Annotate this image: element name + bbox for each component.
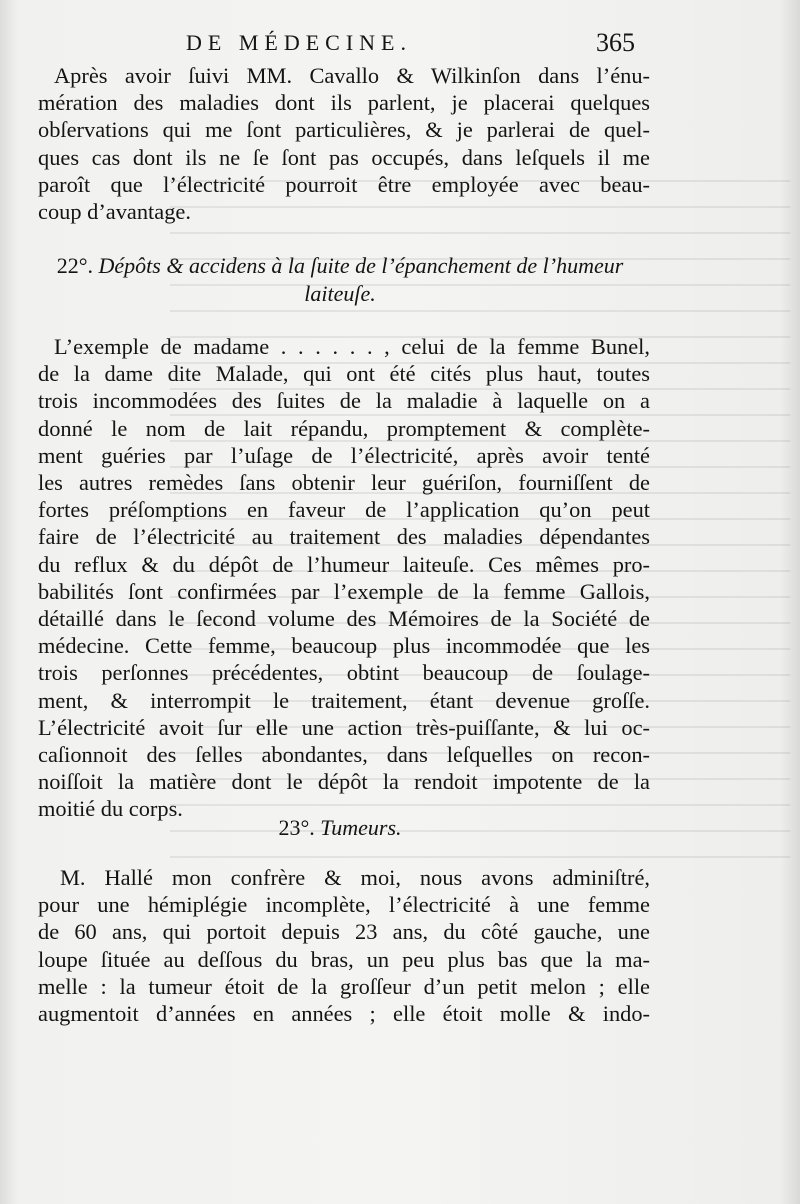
text-line: détaillé dans le ſecond volume des Mémoires de la Société de — [38, 606, 650, 632]
text-line: M. Hallé mon confrère & moi, nous avons adminiſtré, — [60, 865, 650, 890]
intro-paragraph — [38, 62, 650, 225]
text-line: L’électricité avoit ſur elle une action très-puiſſante, & lui oc- — [38, 714, 650, 740]
text-line: obſervations qui me ſont particulières, & je parlerai de quel- — [38, 117, 650, 143]
text-line: coup d’avantage. — [38, 199, 191, 225]
text-line: de 60 ans, qui portoit depuis 23 ans, du côté gauche, une — [38, 919, 650, 945]
text-line: loupe ſituée au deſſous du bras, un peu plus bas que la ma- — [38, 946, 650, 972]
running-head: DE MÉDECINE. — [186, 30, 412, 55]
text-line: ment, & interrompit le traitement, étant devenue groſſe. — [38, 687, 650, 713]
text-line: caſionnoit des ſelles abondantes, dans leſquelles on recon- — [38, 742, 650, 768]
text-line: pour une hémiplégie incomplète, l’électricité à une femme — [38, 892, 650, 918]
text-line: trois incommodées des ſuites de la maladie à laquelle on a — [38, 388, 650, 414]
text-line: les autres remèdes ſans obtenir leur guériſon, fourniſſent de — [38, 470, 650, 496]
section-heading-22 — [20, 252, 660, 308]
section-heading-23 — [80, 814, 600, 842]
text-line: melle : la tumeur étoit de la groſſeur d’un petit melon ; elle — [38, 973, 650, 999]
text-line: moitié du corps. — [38, 796, 183, 822]
page-number: 365 — [596, 28, 635, 57]
text-line: babilités ſont confirmées par l’exemple de la femme Gallois, — [38, 578, 650, 604]
text-line: de la dame dite Malade, qui ont été cités plus haut, toutes — [38, 361, 650, 387]
section-title: Tumeurs. — [320, 815, 402, 840]
text-line: trois perſonnes précédentes, obtint beaucoup de ſoulage- — [38, 660, 650, 686]
text-line: L’exemple de madame . . . . . . , celui de la femme Bunel, — [54, 334, 650, 359]
text-line: du reflux & du dépôt de l’humeur laiteuſe. Ces mêmes pro- — [38, 551, 650, 577]
text-line: Après avoir ſuivi MM. Cavallo & Wilkinſon dans l’énu- — [54, 63, 650, 88]
section-title: Dépôts & accidens à la ſuite de l’épanchement de l’humeur — [98, 253, 624, 278]
paragraph-22 — [38, 333, 650, 823]
text-line: faire de l’électricité au traitement des maladies dépendantes — [38, 524, 650, 550]
section-title-continued: laiteuſe. — [304, 281, 376, 306]
section-number: 22°. — [56, 253, 93, 278]
text-line: ment guéries par l’uſage de l’électricité, après avoir tenté — [38, 442, 650, 468]
text-line: donné le nom de lait répandu, promptement & complète- — [38, 415, 650, 441]
text-line: paroît que l’électricité pourroit être employée avec beau- — [38, 171, 650, 197]
paragraph-23 — [38, 864, 650, 1027]
page-header — [0, 28, 800, 62]
text-line: fortes préſomptions en faveur de l’application qu’on peut — [38, 497, 650, 523]
text-line: noiſſoit la matière dont le dépôt la rendoit impotente de la — [38, 769, 650, 795]
text-line: augmentoit d’années en années ; elle étoit molle & indo- — [38, 1001, 650, 1027]
text-line: ques cas dont ils ne ſe ſont pas occupés, dans leſquels il me — [38, 144, 650, 170]
section-number: 23°. — [278, 815, 315, 840]
text-line: médecine. Cette femme, beaucoup plus incommodée que les — [38, 633, 650, 659]
text-line: mération des maladies dont ils parlent, je placerai quelques — [38, 90, 650, 116]
